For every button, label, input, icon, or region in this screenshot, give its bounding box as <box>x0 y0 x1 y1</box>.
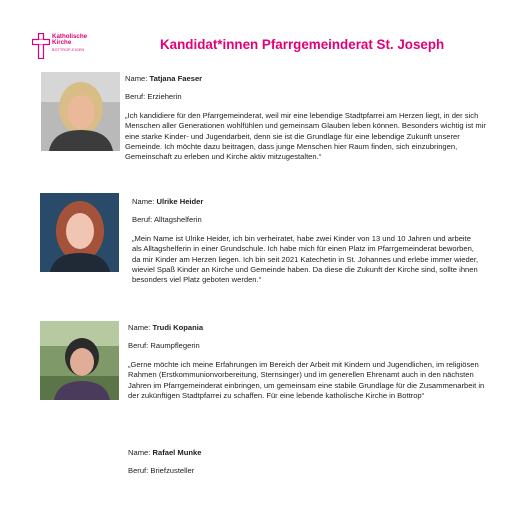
candidate-statement: „Mein Name ist Ulrike Heider, ich bin verheiratet, habe zwei Kinder von 13 und 10 Jahren und arbeite als Alltagshelferin in einer Grundschule. Ich habe mich für einen Platz im Pfarrgemeinderat beworben, da mir Kinder am Herzen liegen. Ich bin seit 2021 Katechetin in St. Johannes und erlebe immer wieder, wieviel Spaß Kinder an Kirche und Gemeinde haben. Da diese die Zukunft der Kirche sind, sollte ihnen besonders viel Platz geboten werden.“ <box>132 233 479 285</box>
candidate-photo-faeser <box>41 72 120 151</box>
candidate-card <box>132 197 482 286</box>
candidate-job-line <box>128 341 488 351</box>
candidate-statement: „Gerne möchte ich meine Erfahrungen im Bereich der Arbeit mit Kindern und Jugendlichen, im religiösen Rahmen (Erstkommunionvorbereitung, Sternsinger) und im generellen Ehrenamt auch in den nächsten Jahren im Pfarrgemeinderat einbringen, um gemeinsam eine stabile Grundlage für die Zusammenarbeit in der zukünftigen Stadtpfarrei zu schaffen. Für eine lebende katholische Kirche in Bottrop“ <box>128 359 485 401</box>
candidate-card <box>128 448 488 477</box>
logo-subtitle: BOTTROP-EIGEN <box>52 48 85 52</box>
name-label: Name: <box>132 197 155 206</box>
candidate-card <box>125 74 491 163</box>
candidate-name-line <box>128 448 488 458</box>
candidate-name-line <box>132 197 482 207</box>
candidate-card <box>128 323 488 401</box>
candidate-job-line <box>125 92 491 102</box>
cross-icon <box>32 33 50 59</box>
candidate-name-line <box>125 74 491 84</box>
candidate-name: Rafael Munke <box>152 448 202 457</box>
logo-wordmark <box>52 34 87 47</box>
page-title: Kandidat*innen Pfarrgemeinderat St. Joseph <box>160 37 445 52</box>
name-label: Name: <box>128 448 151 457</box>
candidate-photo-kopania <box>40 321 119 400</box>
job-label: Beruf: <box>128 341 149 351</box>
logo-line1: Katholische <box>52 33 88 40</box>
logo <box>32 33 102 59</box>
name-label: Name: <box>128 323 151 332</box>
candidate-name-line <box>128 323 488 333</box>
candidate-name: Tatjana Faeser <box>149 74 203 83</box>
job-label: Beruf: <box>125 92 146 102</box>
job-label: Beruf: <box>128 466 149 476</box>
candidate-job: Alltagshelferin <box>153 215 202 225</box>
candidate-photo-heider <box>40 193 119 272</box>
candidate-job: Raumpflegerin <box>150 341 200 351</box>
candidate-job: Briefzusteller <box>150 466 195 476</box>
candidate-job-line <box>128 466 488 476</box>
candidate-job-line <box>132 215 482 225</box>
name-label: Name: <box>125 74 148 83</box>
candidate-name: Ulrike Heider <box>156 197 204 206</box>
candidate-job: Erzieherin <box>147 92 182 102</box>
candidate-name: Trudi Kopania <box>152 323 204 332</box>
logo-line2: Kirche <box>52 39 72 47</box>
candidate-statement: „Ich kandidiere für den Pfarrgemeinderat, weil mir eine lebendige Stadtpfarrei am Herzen liegt, in der sich Menschen aller Generationen wohlfühlen und gemeinsam Glauben leben können. Besonders wichtig ist mir eine starke Kinder- und Jugendarbeit, denn sie ist die Grundlage für eine lebendige Zukunft unserer Gemeinde. Ich möchte dazu beitragen, dass junge Menschen hier Raum finden, sich einzubringen, Gemeinschaft zu erleben und Kirche aktiv mitzugestalten.“ <box>125 110 486 162</box>
job-label: Beruf: <box>132 215 153 225</box>
